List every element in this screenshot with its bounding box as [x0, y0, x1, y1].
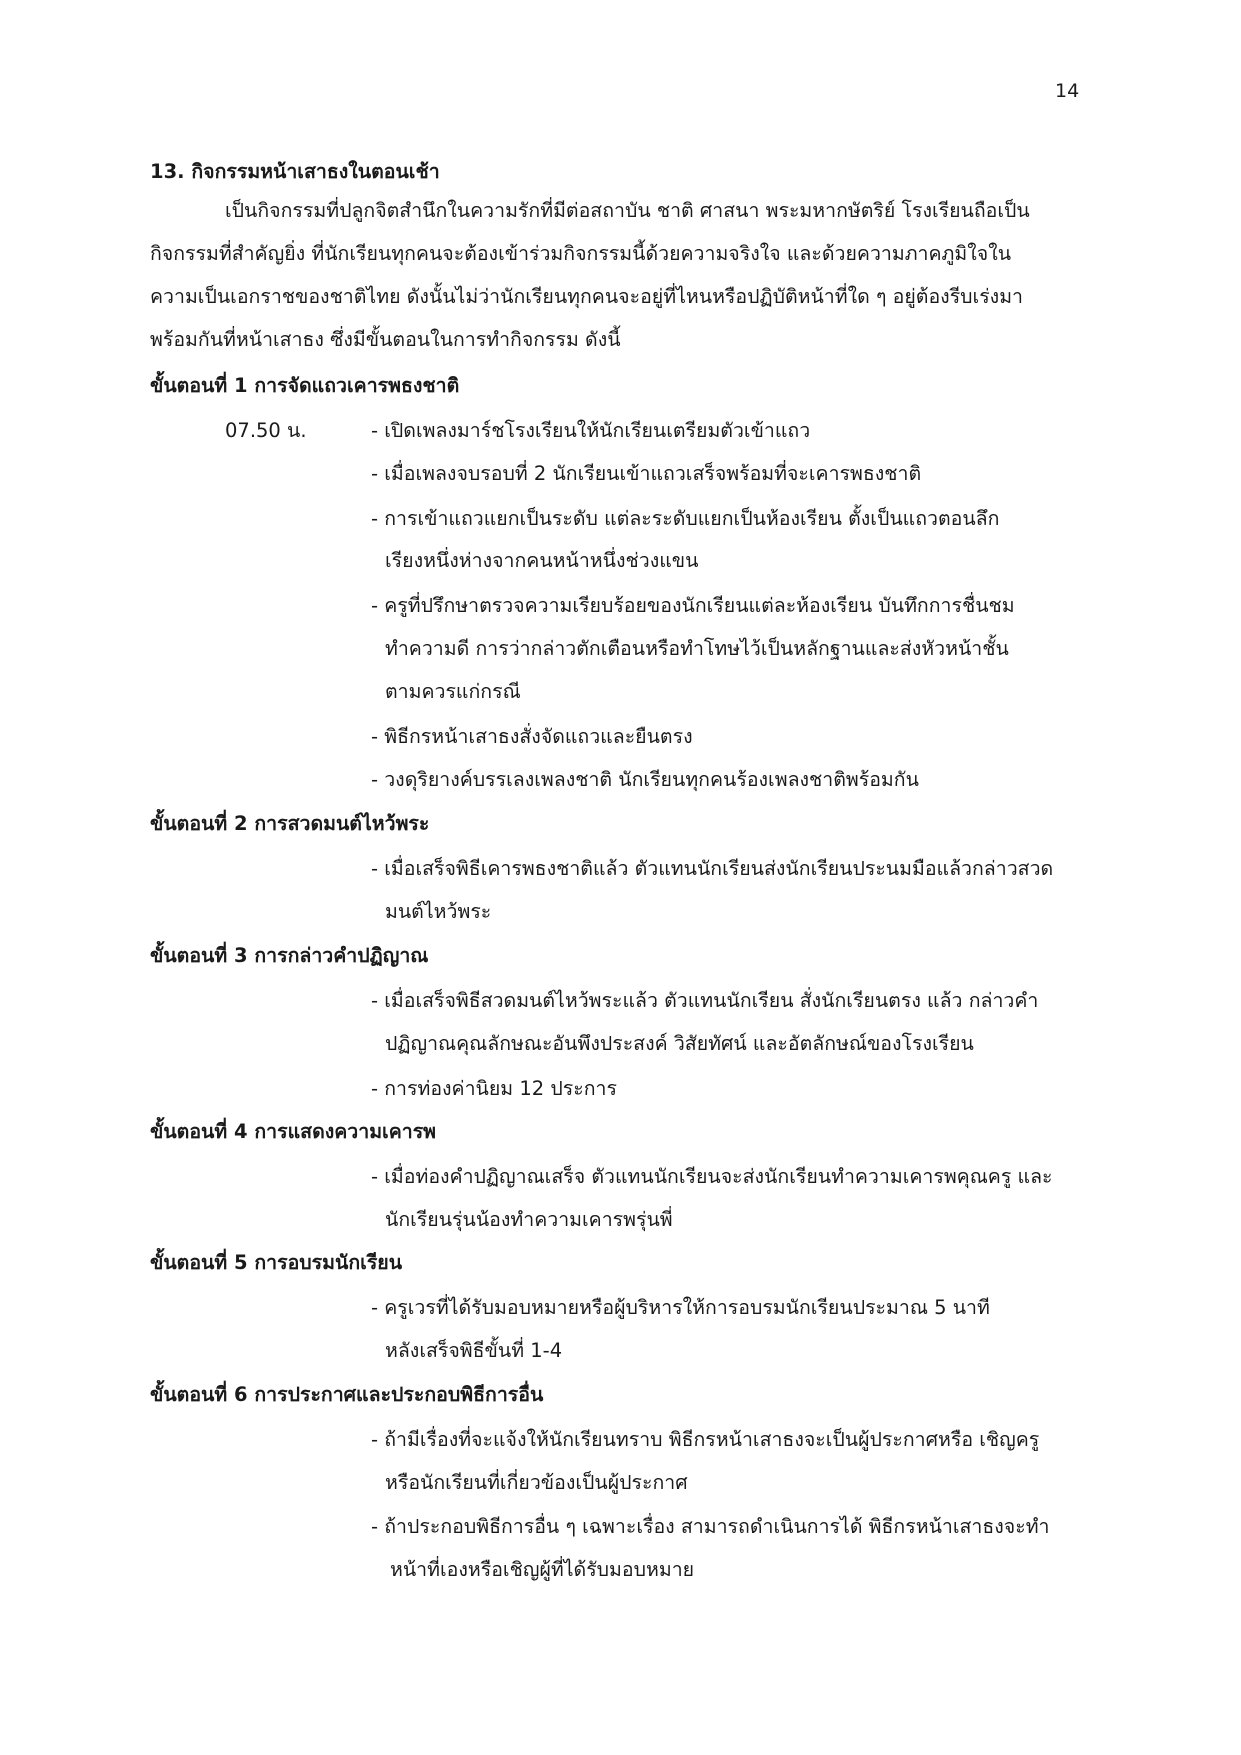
step-line: ปฏิญาณคุณลักษณะอันพึงประสงค์ วิสัยทัศน์ และอัตลักษณ์ของโรงเรียน [385, 1032, 974, 1055]
step-heading: ขั้นตอนที่ 1 การจัดแถวเคารพธงชาติ [150, 374, 460, 397]
step-line: - ถ้าประกอบพิธีการอื่น ๆ เฉพาะเรื่อง สามารถดำเนินการได้ พิธีกรหน้าเสาธงจะทำ [371, 1515, 1050, 1538]
step-heading: ขั้นตอนที่ 3 การกล่าวคำปฏิญาณ [150, 944, 429, 967]
step-line: หลังเสร็จพิธีขั้นที่ 1-4 [385, 1339, 563, 1362]
step-line: ทำความดี การว่ากล่าวตักเตือนหรือทำโทษไว้เป็นหลักฐานและส่งหัวหน้าชั้น [385, 637, 1009, 660]
page-number: 14 [1055, 80, 1080, 102]
step-line: หรือนักเรียนที่เกี่ยวข้องเป็นผู้ประกาศ [385, 1471, 688, 1494]
step-line: - เมื่อเสร็จพิธีเคารพธงชาติแล้ว ตัวแทนนักเรียนส่งนักเรียนประนมมือแล้วกล่าวสวด [371, 857, 1054, 880]
intro-line: เป็นกิจกรรมที่ปลูกจิตสำนึกในความรักที่มีต่อสถาบัน ชาติ ศาสนา พระมหากษัตริย์ โรงเรียนถือเป็น [225, 199, 1030, 222]
step-line: - ถ้ามีเรื่องที่จะแจ้งให้นักเรียนทราบ พิธีกรหน้าเสาธงจะเป็นผู้ประกาศหรือ เชิญครู [371, 1428, 1040, 1451]
step-heading: ขั้นตอนที่ 2 การสวดมนต์ไหว้พระ [150, 812, 430, 835]
intro-line: พร้อมกันที่หน้าเสาธง ซึ่งมีขั้นตอนในการทำกิจกรรม ดังนี้ [150, 328, 621, 351]
intro-line: กิจกรรมที่สำคัญยิ่ง ที่นักเรียนทุกคนจะต้องเข้าร่วมกิจกรรมนี้ด้วยความจริงใจ และด้วยความภาคภูมิใจใน [150, 242, 1012, 265]
step-line: - เมื่อท่องคำปฏิญาณเสร็จ ตัวแทนนักเรียนจะส่งนักเรียนทำความเคารพคุณครู และ [371, 1165, 1053, 1188]
step-line: - ครูที่ปรึกษาตรวจความเรียบร้อยของนักเรียนแต่ละห้องเรียน บันทึกการชื่นชม [371, 594, 1015, 617]
step-line: - พิธีกรหน้าเสาธงสั่งจัดแถวและยืนตรง [371, 725, 693, 748]
step-line: - การท่องค่านิยม 12 ประการ [371, 1077, 617, 1100]
step-line: - เปิดเพลงมาร์ชโรงเรียนให้นักเรียนเตรียมตัวเข้าแถว [371, 419, 811, 442]
section-title: 13. กิจกรรมหน้าเสาธงในตอนเช้า [150, 160, 440, 183]
step-line: หน้าที่เองหรือเชิญผู้ที่ได้รับมอบหมาย [390, 1558, 695, 1581]
step-line: มนต์ไหว้พระ [385, 900, 492, 923]
intro-line: ความเป็นเอกราชของชาติไทย ดังนั้นไม่ว่านักเรียนทุกคนจะอยู่ที่ไหนหรือปฏิบัติหน้าที่ใด ๆ อยู่ต้องรีบเร่งมา [150, 285, 1024, 308]
step-line: - การเข้าแถวแยกเป็นระดับ แต่ละระดับแยกเป็นห้องเรียน ตั้งเป็นแถวตอนลึก [371, 507, 1000, 530]
step-line: นักเรียนรุ่นน้องทำความเคารพรุ่นพี่ [385, 1208, 673, 1231]
step-time: 07.50 น. [225, 419, 307, 442]
step-heading: ขั้นตอนที่ 4 การแสดงความเคารพ [150, 1120, 437, 1143]
step-heading: ขั้นตอนที่ 6 การประกาศและประกอบพิธีการอื่น [150, 1383, 544, 1406]
step-line: - ครูเวรที่ได้รับมอบหมายหรือผู้บริหารให้การอบรมนักเรียนประมาณ 5 นาที [371, 1296, 990, 1319]
step-heading: ขั้นตอนที่ 5 การอบรมนักเรียน [150, 1251, 403, 1274]
step-line: เรียงหนึ่งห่างจากคนหน้าหนึ่งช่วงแขน [385, 549, 699, 572]
step-line: ตามควรแก่กรณี [385, 680, 521, 703]
step-line: - เมื่อเสร็จพิธีสวดมนต์ไหว้พระแล้ว ตัวแทนนักเรียน สั่งนักเรียนตรง แล้ว กล่าวคำ [371, 989, 1039, 1012]
step-line: - เมื่อเพลงจบรอบที่ 2 นักเรียนเข้าแถวเสร็จพร้อมที่จะเคารพธงชาติ [371, 462, 922, 485]
step-line: - วงดุริยางค์บรรเลงเพลงชาติ นักเรียนทุกคนร้องเพลงชาติพร้อมกัน [371, 768, 919, 791]
